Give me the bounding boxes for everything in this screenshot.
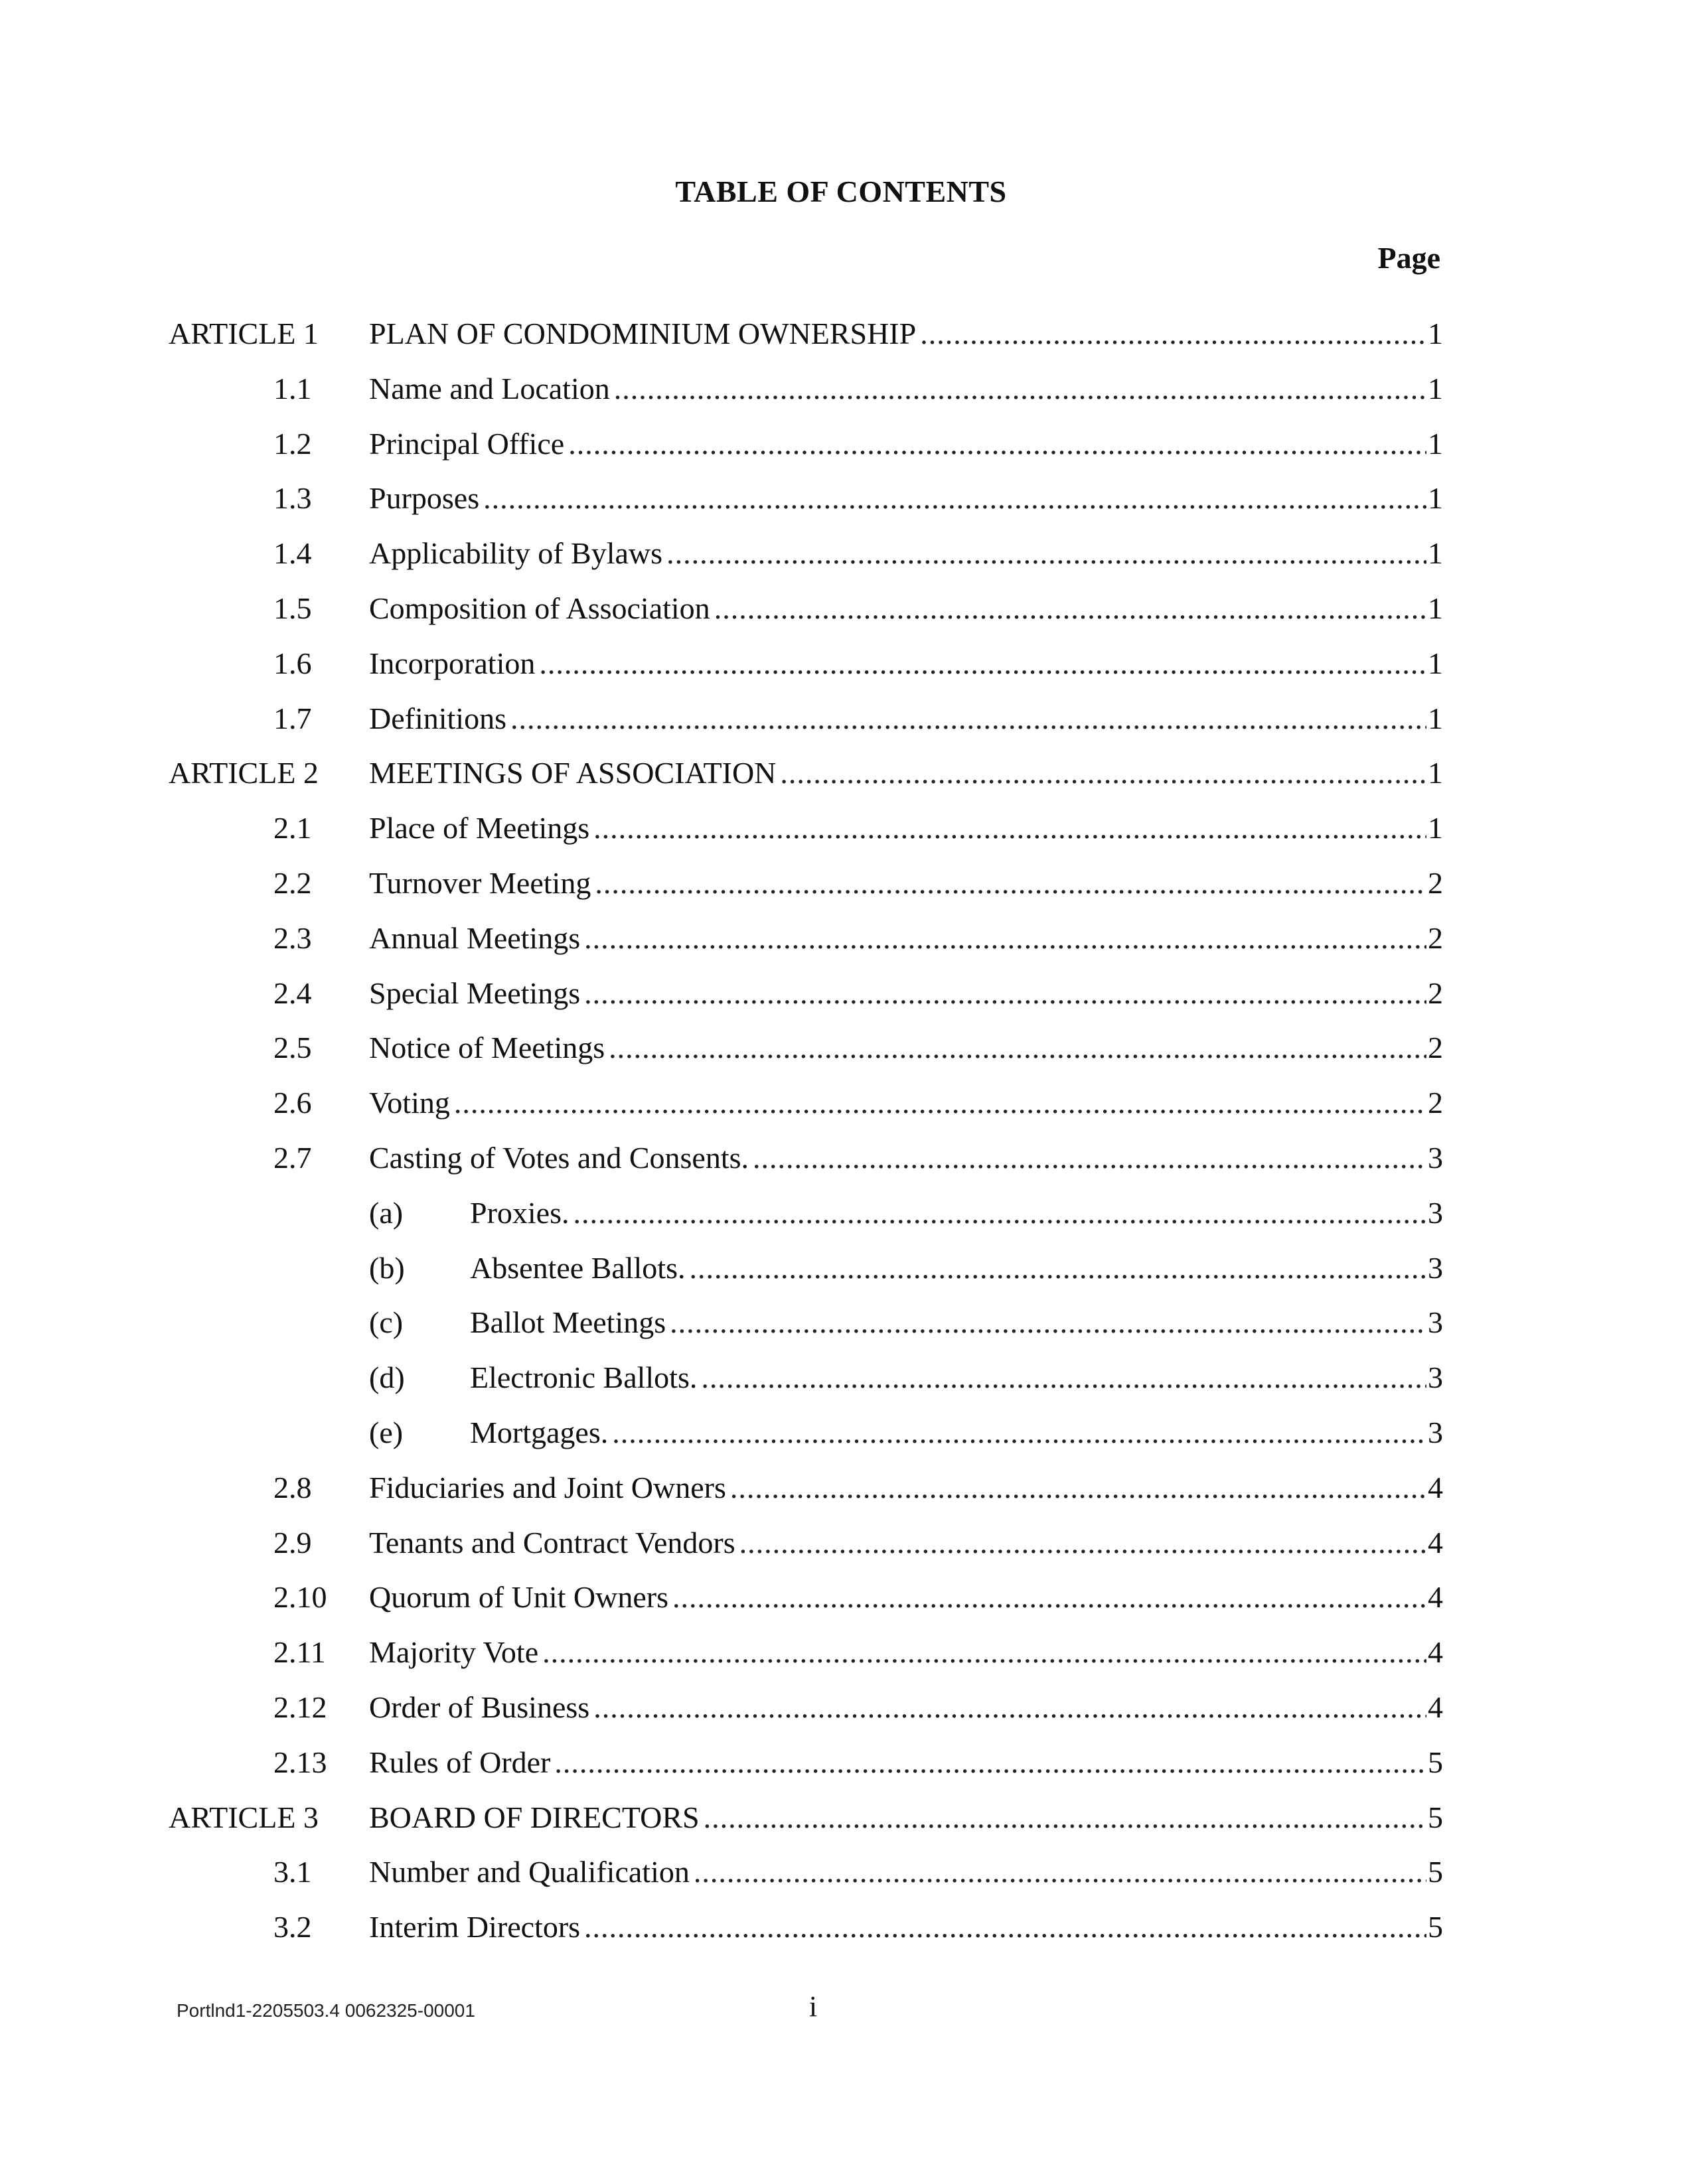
- toc-entry-line: [470, 1295, 1443, 1350]
- toc-entry-line: [369, 1845, 1443, 1900]
- toc-entry-page-number: 5: [1428, 1745, 1443, 1779]
- table-of-contents: [0, 307, 1682, 1955]
- dot-leader: [694, 1845, 1426, 1900]
- toc-entry-number: 1.6: [273, 646, 312, 680]
- toc-entry-title: Definitions: [369, 692, 510, 747]
- toc-entry-page-number: 3: [1428, 1305, 1443, 1340]
- toc-entry-line: [369, 1461, 1443, 1516]
- toc-subsection-entry: [0, 1186, 1682, 1241]
- toc-section-entry: [0, 801, 1682, 856]
- toc-entry-number: 1.5: [273, 591, 312, 625]
- toc-entry-page-number: 1: [1428, 591, 1443, 625]
- dot-leader: [510, 692, 1426, 747]
- toc-entry-line: [369, 801, 1443, 856]
- toc-entry-number: ARTICLE 2: [169, 756, 319, 790]
- toc-section-entry: [0, 856, 1682, 911]
- toc-entry-line: [369, 1131, 1443, 1186]
- toc-entry-number: 2.1: [273, 811, 312, 845]
- toc-entry-number: (d): [369, 1360, 405, 1395]
- dot-leader: [704, 1790, 1426, 1846]
- dot-leader: [584, 911, 1426, 966]
- toc-entry-number: ARTICLE 3: [169, 1800, 319, 1834]
- toc-section-entry: [0, 1516, 1682, 1571]
- toc-entry-line: [369, 911, 1443, 966]
- toc-entry-title: Special Meetings: [369, 966, 584, 1021]
- dot-leader: [614, 362, 1426, 417]
- toc-entry-number: 1.2: [273, 426, 312, 461]
- toc-section-entry: [0, 911, 1682, 966]
- toc-entry-line: [470, 1350, 1443, 1406]
- toc-entry-title: Ballot Meetings: [470, 1295, 670, 1350]
- toc-entry-line: [369, 1516, 1443, 1571]
- toc-entry-title: Proxies.: [470, 1186, 573, 1241]
- toc-entry-page-number: 5: [1428, 1800, 1443, 1834]
- toc-entry-number: (c): [369, 1305, 404, 1340]
- toc-section-entry: [0, 362, 1682, 417]
- toc-entry-title: Voting: [369, 1076, 454, 1131]
- toc-entry-title: Place of Meetings: [369, 801, 593, 856]
- toc-entry-title: Majority Vote: [369, 1625, 542, 1680]
- toc-entry-number: ARTICLE 1: [169, 317, 319, 350]
- toc-entry-line: [369, 417, 1443, 472]
- toc-entry-page-number: 4: [1428, 1690, 1443, 1724]
- toc-entry-title: Rules of Order: [369, 1735, 554, 1790]
- toc-entry-line: [369, 1570, 1443, 1625]
- dot-leader: [542, 1625, 1426, 1680]
- footer-page-number: i: [808, 1990, 818, 2023]
- toc-entry-line: [369, 746, 1443, 801]
- toc-section-entry: [0, 1076, 1682, 1131]
- toc-entry-page-number: 4: [1428, 1580, 1443, 1615]
- toc-entry-page-number: 1: [1428, 536, 1443, 571]
- toc-section-entry: [0, 966, 1682, 1021]
- toc-entry-number: 2.6: [273, 1086, 312, 1120]
- toc-entry-number: 2.10: [273, 1580, 327, 1615]
- toc-entry-number: 3.1: [273, 1855, 312, 1889]
- toc-section-entry: [0, 692, 1682, 747]
- toc-entry-title: Composition of Association: [369, 581, 714, 636]
- toc-entry-page-number: 3: [1428, 1140, 1443, 1175]
- dot-leader: [554, 1735, 1426, 1790]
- toc-entry-title: Mortgages.: [470, 1406, 612, 1461]
- page-column-header: Page: [1377, 241, 1440, 275]
- toc-article-entry: [0, 1790, 1682, 1846]
- toc-entry-page-number: 2: [1428, 1086, 1443, 1120]
- toc-section-entry: [0, 1461, 1682, 1516]
- toc-section-entry: [0, 1735, 1682, 1790]
- toc-entry-title: Number and Qualification: [369, 1845, 694, 1900]
- dot-leader: [539, 636, 1426, 692]
- toc-entry-line: [369, 471, 1443, 526]
- toc-entry-page-number: 5: [1428, 1855, 1443, 1889]
- toc-entry-title: Annual Meetings: [369, 911, 584, 966]
- toc-entry-line: [369, 1735, 1443, 1790]
- toc-entry-title: Fiduciaries and Joint Owners: [369, 1461, 730, 1516]
- toc-entry-title: Absentee Ballots.: [470, 1241, 690, 1296]
- toc-article-entry: [0, 746, 1682, 801]
- toc-entry-number: 1.4: [273, 536, 312, 571]
- toc-entry-title: Quorum of Unit Owners: [369, 1570, 672, 1625]
- dot-leader: [780, 746, 1426, 801]
- toc-entry-line: [470, 1241, 1443, 1296]
- toc-subsection-entry: [0, 1241, 1682, 1296]
- toc-entry-page-number: 1: [1428, 481, 1443, 516]
- toc-entry-line: [470, 1186, 1443, 1241]
- toc-entry-number: (e): [369, 1415, 404, 1449]
- toc-entry-title: Interim Directors: [369, 1900, 584, 1955]
- toc-section-entry: [0, 1845, 1682, 1900]
- toc-entry-number: 2.9: [273, 1525, 312, 1560]
- toc-entry-page-number: 4: [1428, 1470, 1443, 1504]
- toc-entry-line: [369, 692, 1443, 747]
- toc-entry-title: Principal Office: [369, 417, 568, 472]
- toc-entry-title: Turnover Meeting: [369, 856, 595, 911]
- toc-entry-page-number: 1: [1428, 811, 1443, 845]
- toc-subsection-entry: [0, 1295, 1682, 1350]
- toc-entry-title: Name and Location: [369, 362, 614, 417]
- dot-leader: [666, 526, 1426, 581]
- page-title: TABLE OF CONTENTS: [675, 175, 1007, 208]
- dot-leader: [609, 1021, 1426, 1076]
- toc-entry-page-number: 4: [1428, 1525, 1443, 1560]
- toc-entry-title: Tenants and Contract Vendors: [369, 1516, 739, 1571]
- toc-entry-number: 1.7: [273, 701, 312, 735]
- toc-entry-page-number: 1: [1428, 646, 1443, 680]
- dot-leader: [739, 1516, 1426, 1571]
- dot-leader: [568, 417, 1426, 472]
- toc-entry-line: [369, 1680, 1443, 1735]
- toc-entry-title: Purposes: [369, 471, 483, 526]
- toc-entry-number: (a): [369, 1195, 404, 1230]
- toc-article-entry: [0, 307, 1682, 362]
- toc-subsection-entry: [0, 1406, 1682, 1461]
- toc-entry-page-number: 2: [1428, 865, 1443, 900]
- toc-entry-page-number: 1: [1428, 701, 1443, 735]
- toc-section-entry: [0, 526, 1682, 581]
- dot-leader: [701, 1350, 1426, 1406]
- toc-subsection-entry: [0, 1350, 1682, 1406]
- toc-entry-title: Order of Business: [369, 1680, 593, 1735]
- toc-section-entry: [0, 471, 1682, 526]
- toc-entry-page-number: 3: [1428, 1250, 1443, 1285]
- dot-leader: [753, 1131, 1426, 1186]
- toc-entry-number: 2.5: [273, 1031, 312, 1065]
- toc-section-entry: [0, 581, 1682, 636]
- toc-entry-page-number: 2: [1428, 1031, 1443, 1065]
- toc-entry-page-number: 1: [1428, 317, 1443, 350]
- toc-entry-page-number: 1: [1428, 756, 1443, 790]
- toc-section-entry: [0, 417, 1682, 472]
- toc-entry-line: [369, 966, 1443, 1021]
- toc-entry-line: [369, 362, 1443, 417]
- dot-leader: [593, 1680, 1426, 1735]
- toc-entry-line: [369, 1790, 1443, 1846]
- toc-entry-number: 3.2: [273, 1910, 312, 1944]
- dot-leader: [612, 1406, 1426, 1461]
- toc-entry-line: [369, 856, 1443, 911]
- toc-entry-page-number: 2: [1428, 920, 1443, 955]
- toc-entry-line: [369, 1076, 1443, 1131]
- toc-entry-page-number: 5: [1428, 1910, 1443, 1944]
- toc-section-entry: [0, 636, 1682, 692]
- dot-leader: [595, 856, 1426, 911]
- toc-entry-line: [470, 1406, 1443, 1461]
- toc-entry-line: [369, 526, 1443, 581]
- toc-entry-line: [369, 636, 1443, 692]
- dot-leader: [670, 1295, 1426, 1350]
- toc-entry-title: Casting of Votes and Consents.: [369, 1131, 753, 1186]
- toc-entry-page-number: 4: [1428, 1635, 1443, 1670]
- dot-leader: [483, 471, 1426, 526]
- toc-entry-page-number: 3: [1428, 1195, 1443, 1230]
- toc-section-entry: [0, 1131, 1682, 1186]
- dot-leader: [573, 1186, 1427, 1241]
- toc-entry-page-number: 3: [1428, 1360, 1443, 1395]
- toc-entry-number: 1.1: [273, 371, 312, 405]
- toc-section-entry: [0, 1021, 1682, 1076]
- toc-entry-title: PLAN OF CONDOMINIUM OWNERSHIP: [369, 307, 920, 362]
- toc-entry-title: Electronic Ballots.: [470, 1350, 701, 1406]
- toc-entry-line: [369, 1021, 1443, 1076]
- dot-leader: [593, 801, 1426, 856]
- toc-entry-title: Incorporation: [369, 636, 539, 692]
- toc-entry-page-number: 3: [1428, 1415, 1443, 1449]
- toc-entry-line: [369, 581, 1443, 636]
- toc-entry-page-number: 1: [1428, 426, 1443, 461]
- toc-entry-page-number: 1: [1428, 371, 1443, 405]
- toc-entry-number: 2.12: [273, 1690, 327, 1724]
- toc-entry-title: BOARD OF DIRECTORS: [369, 1790, 704, 1846]
- toc-entry-title: Applicability of Bylaws: [369, 526, 666, 581]
- dot-leader: [454, 1076, 1426, 1131]
- toc-entry-page-number: 2: [1428, 976, 1443, 1010]
- dot-leader: [714, 581, 1426, 636]
- toc-entry-title: Notice of Meetings: [369, 1021, 609, 1076]
- dot-leader: [584, 966, 1426, 1021]
- toc-section-entry: [0, 1570, 1682, 1625]
- toc-entry-line: [369, 1625, 1443, 1680]
- toc-entry-number: 2.7: [273, 1140, 312, 1175]
- footer-document-id: Portlnd1-2205503.4 0062325-00001: [177, 2000, 475, 2021]
- toc-section-entry: [0, 1680, 1682, 1735]
- toc-entry-number: 2.8: [273, 1470, 312, 1504]
- toc-entry-number: 2.4: [273, 976, 312, 1010]
- toc-entry-line: [369, 1900, 1443, 1955]
- toc-section-entry: [0, 1625, 1682, 1680]
- dot-leader: [584, 1900, 1426, 1955]
- dot-leader: [730, 1461, 1426, 1516]
- toc-entry-title: MEETINGS OF ASSOCIATION: [369, 746, 780, 801]
- toc-section-entry: [0, 1900, 1682, 1955]
- toc-entry-number: 2.2: [273, 865, 312, 900]
- toc-entry-number: (b): [369, 1250, 405, 1285]
- dot-leader: [920, 307, 1426, 362]
- toc-entry-line: [369, 307, 1443, 362]
- dot-leader: [690, 1241, 1427, 1296]
- toc-entry-number: 2.11: [273, 1635, 326, 1670]
- toc-entry-number: 1.3: [273, 481, 312, 516]
- toc-entry-number: 2.13: [273, 1745, 327, 1779]
- dot-leader: [672, 1570, 1426, 1625]
- toc-entry-number: 2.3: [273, 920, 312, 955]
